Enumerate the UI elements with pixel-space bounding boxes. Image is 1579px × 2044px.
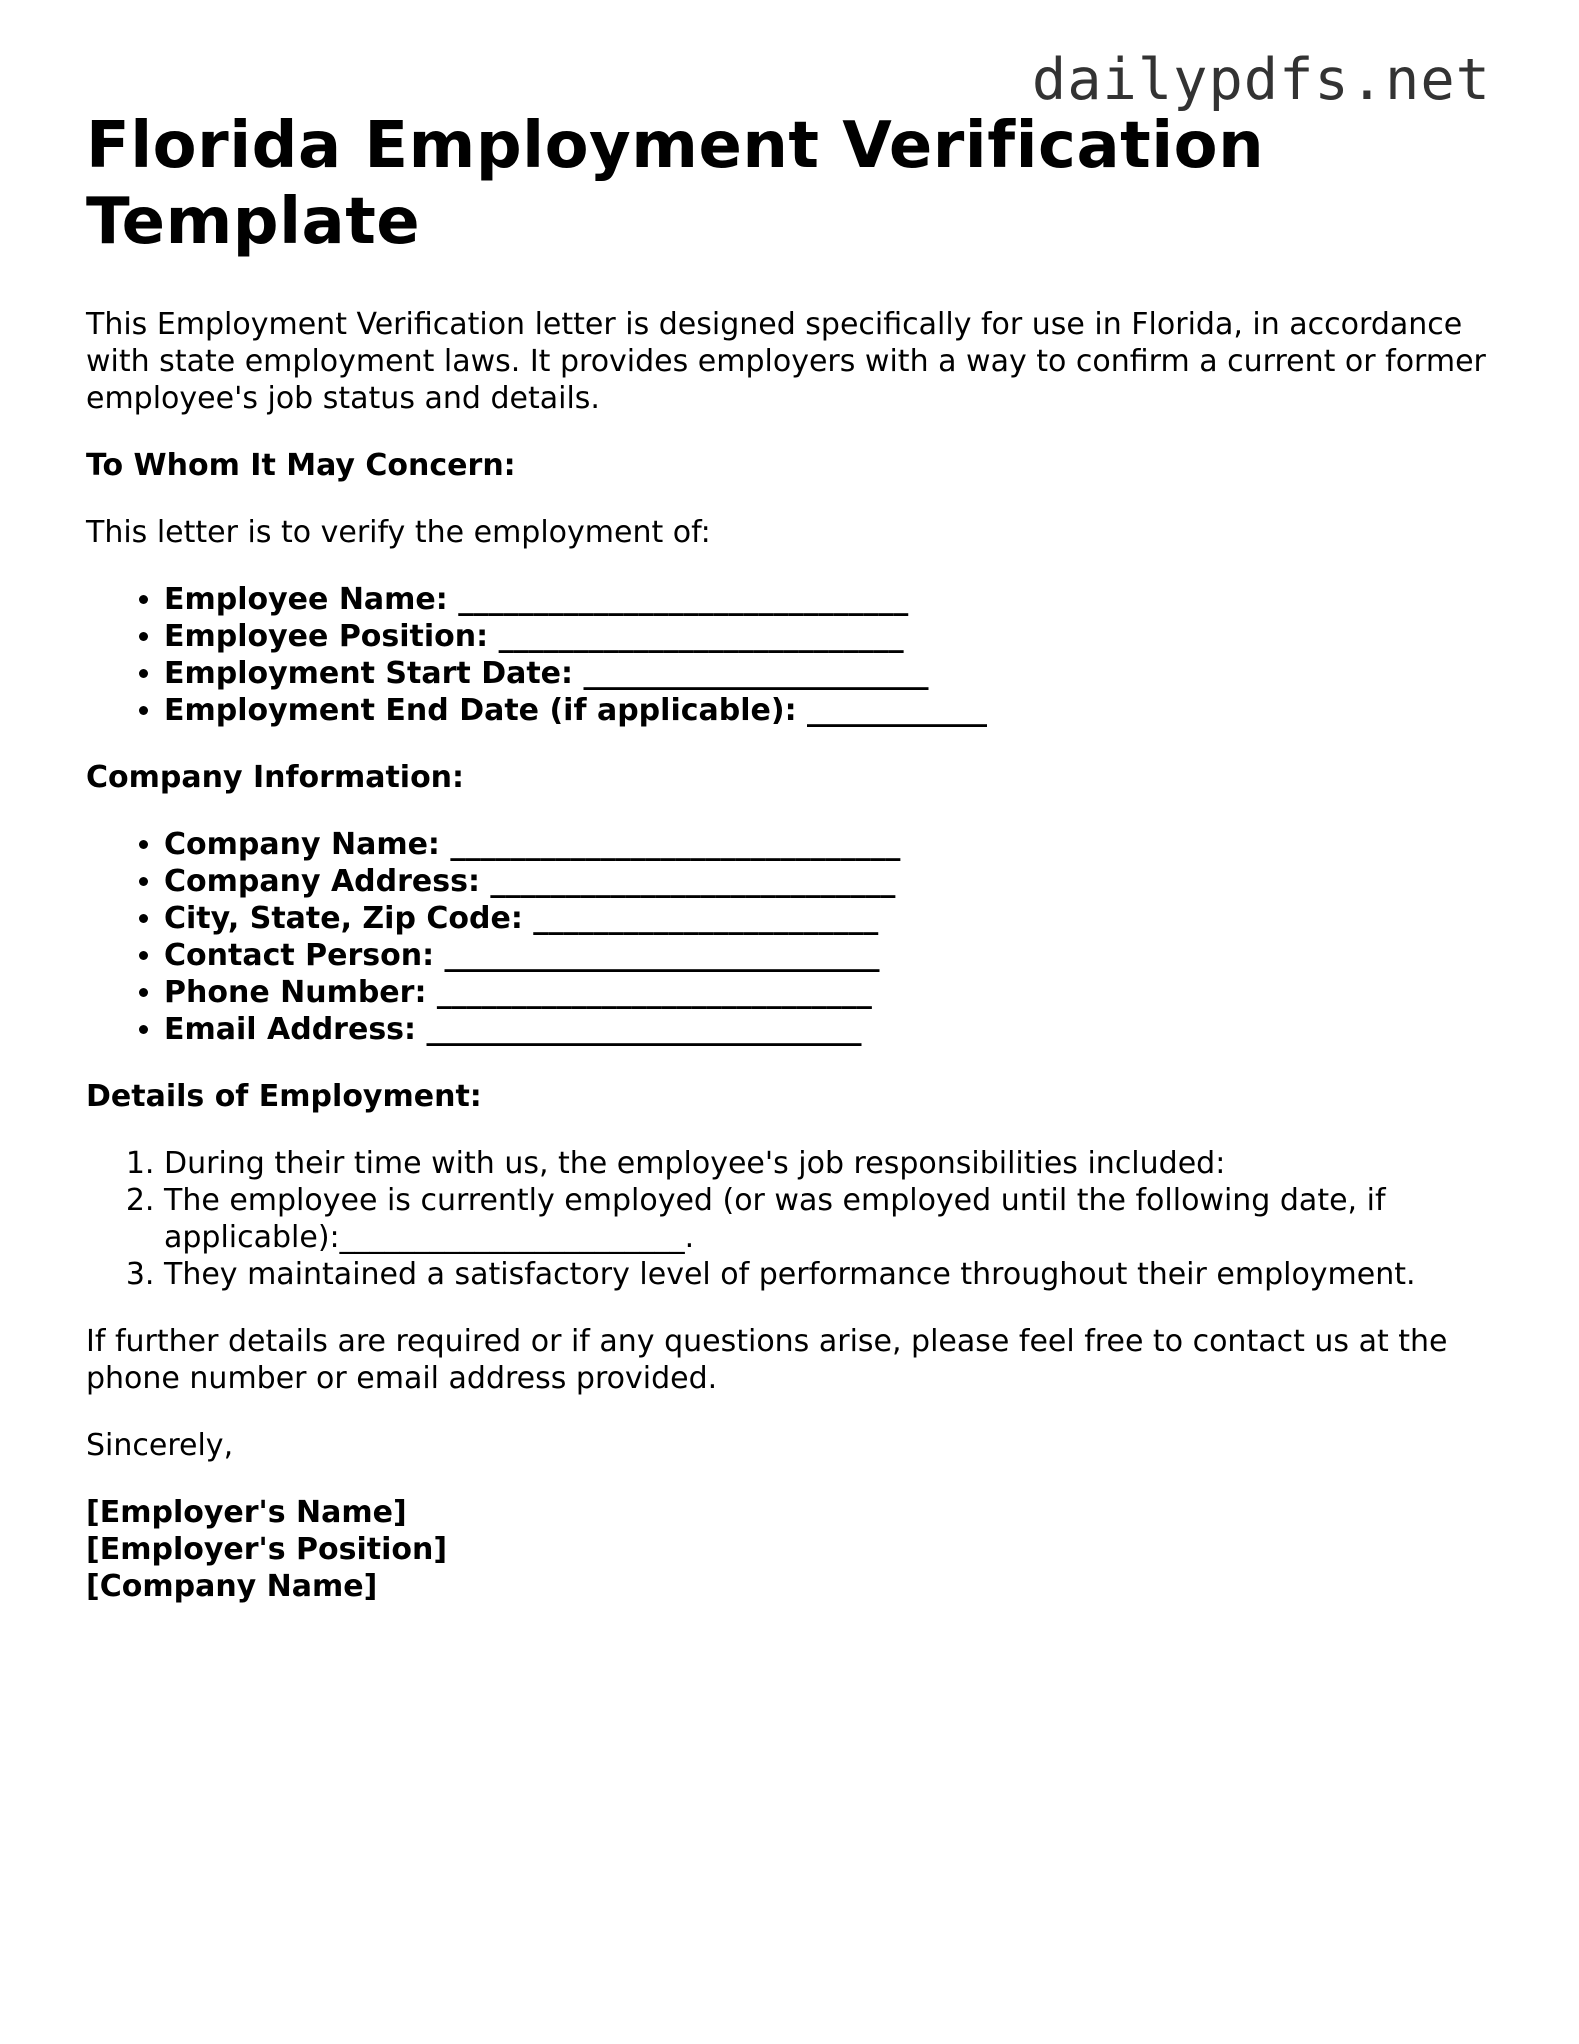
employment-end-date-field: • Employment End Date (if applicable): ____________ [164, 692, 1506, 729]
verify-line: This letter is to verify the employment of: [86, 515, 711, 550]
details-heading: Details of Employment: [86, 1079, 482, 1114]
company-address-field: • Company Address: ___________________________ [164, 863, 1506, 900]
signature-block [86, 1494, 1506, 1605]
employment-start-date-field: • Employment Start Date: _______________________ [164, 655, 1506, 692]
closing-paragraph: If further details are required or if any questions arise, please feel free to contact us at the phone number or email address provided. [86, 1324, 1448, 1396]
phone-number-field: • Phone Number: _____________________________ [164, 974, 1506, 1011]
watermark: dailypdfs.net [1031, 47, 1491, 113]
email-address-field: • Email Address: _____________________________ [164, 1011, 1506, 1048]
employer-position: [Employer's Position] [86, 1532, 448, 1567]
employee-name-field: • Employee Name: ______________________________ [164, 581, 1506, 618]
city-state-zip-field: • City, State, Zip Code: _______________________ [164, 900, 1506, 937]
company-name-field: • Company Name: ______________________________ [164, 826, 1506, 863]
contact-person-field: • Contact Person: _____________________________ [164, 937, 1506, 974]
details-item: 1. During their time with us, the employee's job responsibilities included: [164, 1145, 1506, 1182]
company-name: [Company Name] [86, 1569, 378, 1604]
sincerely: Sincerely, [86, 1428, 234, 1463]
intro-paragraph: This Employment Verification letter is designed specifically for use in Florida, in accordance with state employment laws. It provides employers with a way to confirm a current or former employee's job status and details. [86, 307, 1486, 416]
salutation: To Whom It May Concern: [86, 448, 516, 483]
details-item: 2. The employee is currently employed (or was employed until the following date, if applicable):_______________________. [164, 1182, 1506, 1256]
employee-position-field: • Employee Position: ___________________________ [164, 618, 1506, 655]
details-list [86, 1145, 1506, 1293]
employer-name: [Employer's Name] [86, 1495, 407, 1530]
page-title: Florida Employment Verification Template [86, 109, 1265, 259]
employee-fields-list [86, 581, 1506, 729]
company-info-heading: Company Information: [86, 760, 465, 795]
company-fields-list [86, 826, 1506, 1048]
document-page [86, 108, 1506, 1605]
details-item: 3. They maintained a satisfactory level of performance throughout their employment. [164, 1256, 1506, 1293]
